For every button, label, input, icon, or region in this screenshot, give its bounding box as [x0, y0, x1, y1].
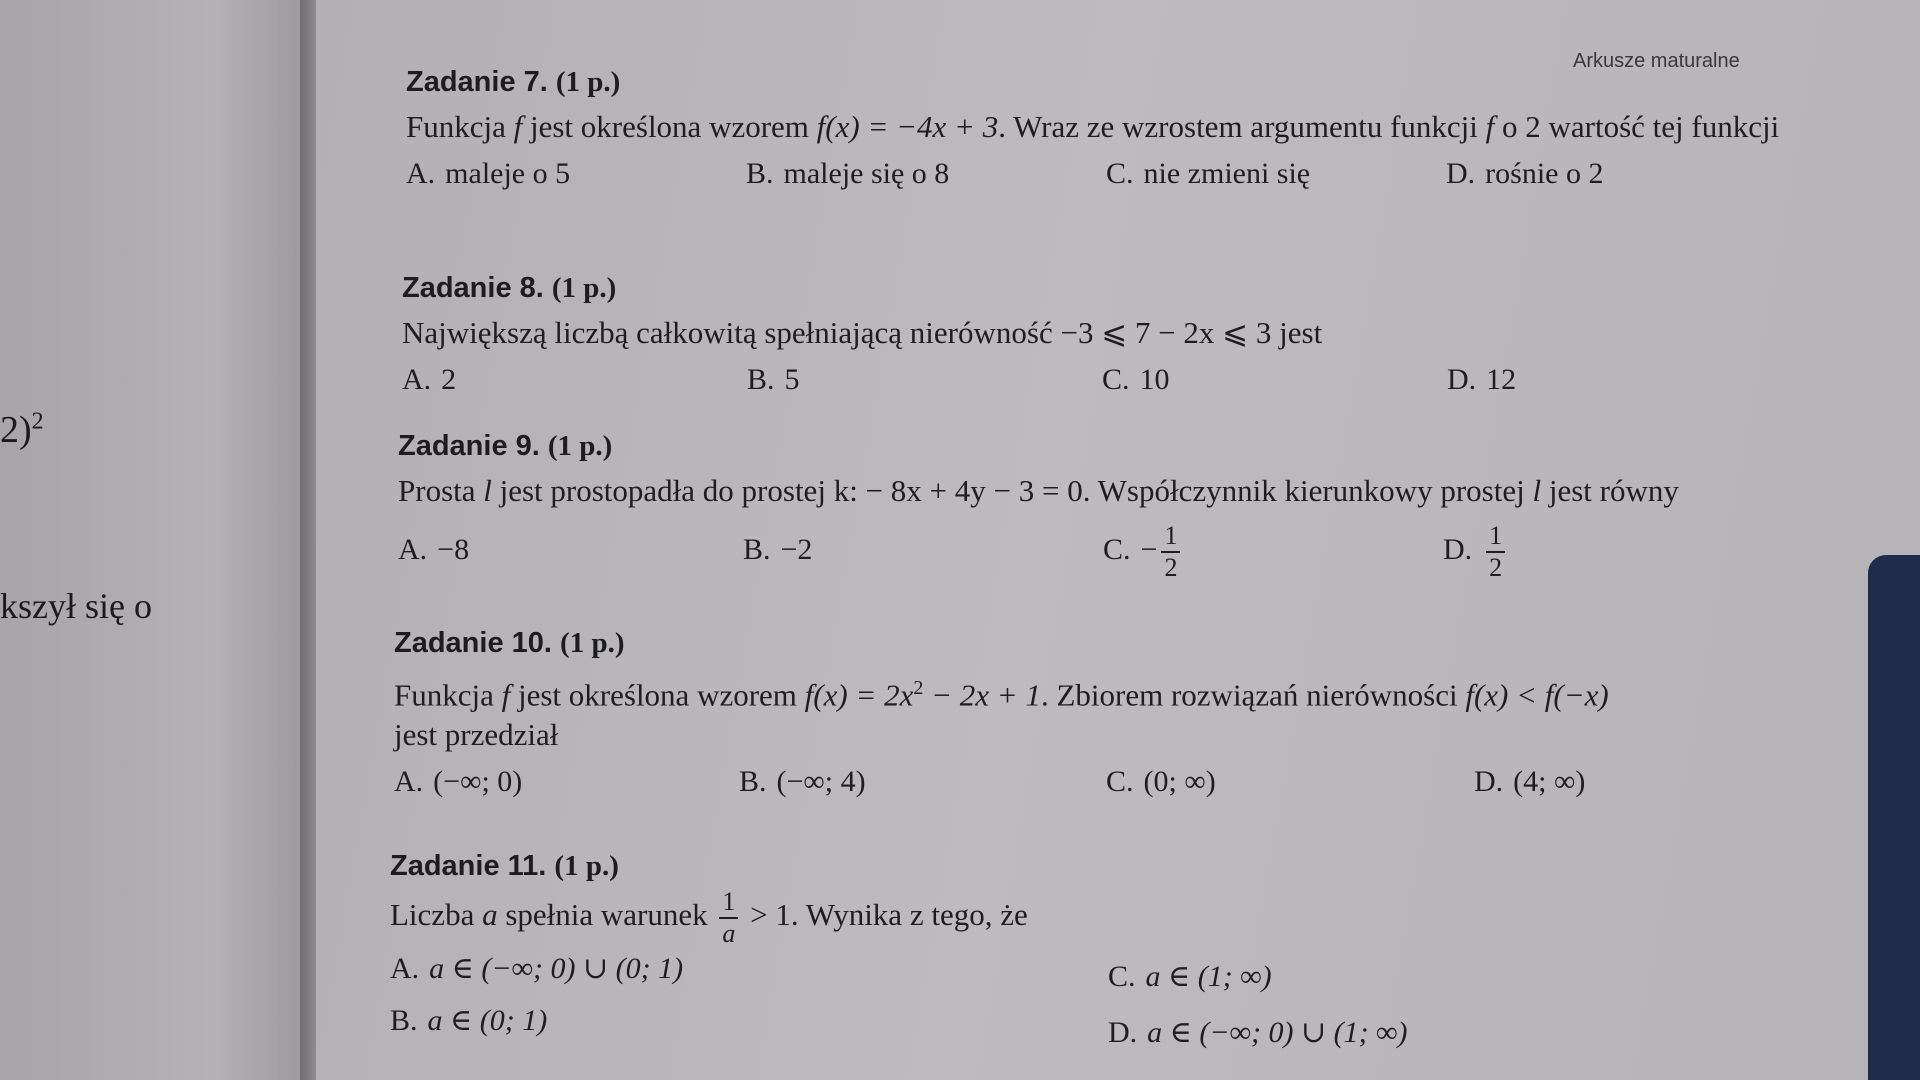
answer-c[interactable]: C. a ∈ (1; ∞) — [1108, 960, 1272, 993]
answer-a[interactable]: A. (−∞; 0) — [394, 765, 523, 799]
task-title: Zadanie 10. (1 p.) — [394, 627, 625, 659]
task-question: Funkcja f jest określona wzorem f(x) = −4x + 3. Wraz ze wzrostem argumentu funkcji f o 2 wartość tej funkcji — [406, 109, 1780, 144]
task-question: Liczba a spełnia warunek $\frac{1}{a}$ > 1. Wynika z tego, że — [390, 887, 1028, 948]
fraction: $\frac{1}{a}$ — [719, 887, 738, 949]
answer-c[interactable]: C. nie zmieni się — [1106, 157, 1311, 190]
fraction: $\frac{1}{2}$ — [1486, 521, 1505, 583]
answer-d[interactable]: D. $\frac{1}{2}$ — [1443, 521, 1509, 583]
fraction: $\frac{1}{2}$ — [1161, 521, 1180, 583]
page-header: Arkusze maturalne — [1573, 50, 1740, 72]
answer-d[interactable]: D. 12 — [1447, 363, 1517, 396]
answer-a[interactable]: A. maleje o 5 — [406, 157, 571, 190]
task-10 — [394, 627, 1824, 825]
left-page — [0, 0, 305, 1080]
answer-b[interactable]: B. (−∞; 4) — [739, 765, 866, 799]
task-8 — [402, 272, 1832, 423]
answer-options — [390, 951, 1820, 1066]
right-page — [316, 0, 1920, 1080]
bookmark-ribbon — [1868, 555, 1920, 1080]
task-11 — [390, 850, 1820, 1066]
answer-options — [406, 157, 1836, 217]
left-page-text-fragment: kszył się o — [0, 586, 152, 626]
answer-options — [402, 363, 1832, 423]
answer-c[interactable]: C. (0; ∞) — [1106, 765, 1216, 799]
task-question: Największą liczbą całkowitą spełniającą nierówność −3 ⩽ 7 − 2x ⩽ 3 jest — [402, 315, 1323, 350]
answer-options — [394, 765, 1824, 825]
task-title: Zadanie 7. (1 p.) — [406, 66, 621, 98]
answer-a[interactable]: A. 2 — [402, 363, 457, 396]
answer-a[interactable]: A. −8 — [398, 533, 470, 566]
left-page-formula-fragment: 2)$^2$ — [0, 408, 44, 451]
answer-a[interactable]: A. a ∈ (−∞; 0) ∪ (0; 1) — [390, 952, 684, 985]
task-title: Zadanie 11. (1 p.) — [390, 850, 619, 882]
task-9 — [398, 430, 1828, 591]
answer-d[interactable]: D. a ∈ (−∞; 0) ∪ (1; ∞) — [1108, 1016, 1408, 1049]
answer-b[interactable]: B. −2 — [743, 533, 813, 566]
answer-d[interactable]: D. (4; ∞) — [1474, 765, 1586, 799]
answer-b[interactable]: B. maleje się o 8 — [746, 157, 950, 190]
task-title: Zadanie 9. (1 p.) — [398, 430, 613, 462]
answer-d[interactable]: D. rośnie o 2 — [1446, 157, 1604, 190]
task-title: Zadanie 8. (1 p.) — [402, 272, 617, 304]
task-7 — [406, 66, 1836, 217]
task-question: Funkcja f jest określona wzorem $f(x) = 2x^2 - 2x + 1$. Zbiorem rozwiązań nierówności f(x) < f(−x) jest przedział — [394, 677, 1609, 753]
answer-c[interactable]: C. 10 — [1102, 363, 1170, 396]
answer-b[interactable]: B. 5 — [747, 363, 800, 396]
answer-options — [398, 521, 1828, 591]
answer-b[interactable]: B. a ∈ (0; 1) — [390, 1004, 548, 1037]
task-question: Prosta l jest prostopadła do prostej k: − 8x + 4y − 3 = 0. Współczynnik kierunkowy prostej l jest równy — [398, 473, 1679, 508]
answer-c[interactable]: C. − $\frac{1}{2}$ — [1103, 521, 1184, 583]
